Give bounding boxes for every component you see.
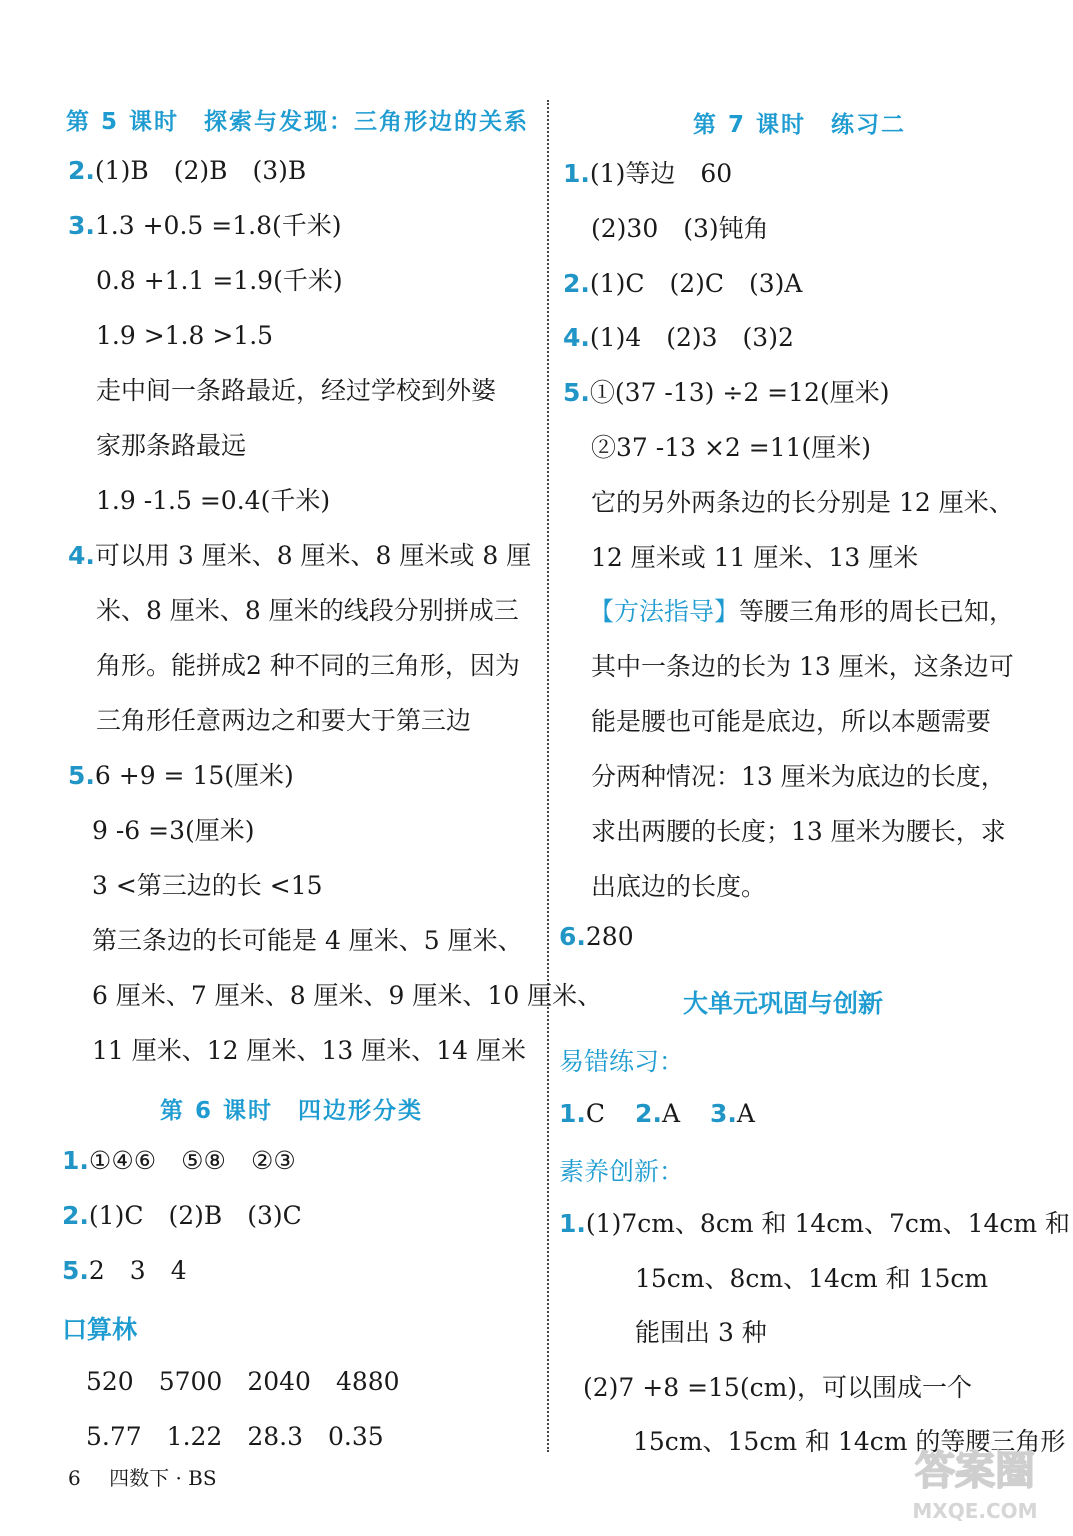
- page-footer: [68, 1462, 239, 1491]
- yicuo-answers: [559, 1098, 755, 1130]
- calc-row-1: 520 5700 2040 4880: [86, 1367, 400, 1396]
- l5-q2: [68, 155, 306, 187]
- lesson-6-heading: 第 6 课时 四边形分类: [160, 1098, 424, 1124]
- question-number: 2.: [62, 1201, 89, 1230]
- l5-q4-line3: 角形。能拼成2 种不同的三角形，因为: [96, 651, 520, 680]
- l7-q1-line2: (2)30 (3)钝角: [591, 214, 769, 243]
- answer-text: ①(37 -13) ÷2 =12(厘米): [589, 378, 890, 407]
- answer-text: (1)4 (2)3 (3)2: [589, 323, 794, 352]
- l5-q5-line5: 6 厘米、7 厘米、8 厘米、9 厘米、10 厘米、: [92, 981, 603, 1010]
- column-divider: [547, 100, 549, 1452]
- lesson-7-heading: 第 7 课时 练习二: [693, 112, 907, 138]
- answer-text: A: [661, 1099, 681, 1128]
- question-number: 3.: [710, 1099, 737, 1128]
- answer-text: A: [736, 1099, 755, 1128]
- method-guide-line1: [589, 596, 1014, 628]
- answer-text: 1.3 +0.5 =1.8(千米): [94, 211, 342, 240]
- method-guide-text: 等腰三角形的周长已知，: [739, 597, 1015, 626]
- method-guide-label: 【方法指导】: [589, 597, 740, 626]
- answer-text: 280: [585, 922, 634, 951]
- l5-q4-line4: 三角形任意两边之和要大于第三边: [96, 706, 472, 735]
- question-number: 2.: [635, 1099, 662, 1128]
- method-guide-line4: 分两种情况：13 厘米为底边的长度，: [591, 762, 1006, 791]
- page-number: 6: [68, 1466, 81, 1490]
- question-number: 1.: [559, 1099, 586, 1128]
- answer-text: ①④⑥ ⑤⑧ ②③: [88, 1146, 296, 1175]
- l5-q4-line2: 米、8 厘米、8 厘米的线段分别拼成三: [96, 596, 519, 625]
- question-number: 1.: [559, 1209, 586, 1238]
- l7-q5-line1: [563, 377, 889, 409]
- question-number: 2.: [563, 269, 590, 298]
- l5-q5-line3: 3 <第三边的长 <15: [92, 871, 323, 900]
- l7-q5-line4: 12 厘米或 11 厘米、13 厘米: [591, 543, 919, 572]
- calc-row-2: 5.77 1.22 28.3 0.35: [86, 1422, 384, 1451]
- watermark-text: 答案圈: [915, 1448, 1035, 1494]
- suyang-q1-line1: [559, 1208, 1070, 1240]
- l5-q4-line1: [68, 540, 531, 572]
- l7-q5-line3: 它的另外两条边的长分别是 12 厘米、: [591, 488, 1014, 517]
- answer-text: (1)等边 60: [589, 159, 733, 188]
- method-guide-line2: 其中一条边的长为 13 厘米，这条边可: [591, 652, 1014, 681]
- answer-text: (1)B (2)B (3)B: [94, 156, 307, 185]
- suyang-heading: 素养创新：: [559, 1157, 685, 1186]
- l6-q1: [62, 1145, 296, 1177]
- l5-q5-line1: [68, 760, 294, 792]
- question-number: 4.: [68, 541, 95, 570]
- method-guide-line5: 求出两腰的长度；13 厘米为腰长，求: [591, 817, 1006, 846]
- l7-q4: [563, 322, 794, 354]
- l5-q3-line6: 1.9 -1.5 =0.4(千米): [96, 486, 331, 515]
- l6-q2: [62, 1200, 302, 1232]
- question-number: 6.: [559, 922, 586, 951]
- question-number: 5.: [62, 1256, 89, 1285]
- question-number: 5.: [68, 761, 95, 790]
- l5-q3-line4: 走中间一条路最近，经过学校到外婆: [96, 376, 497, 405]
- l6-q5: [62, 1255, 187, 1287]
- answer-text: (1)C (2)B (3)C: [88, 1201, 302, 1230]
- question-number: 1.: [62, 1146, 89, 1175]
- l5-q3-line5: 家那条路最远: [96, 431, 247, 460]
- question-number: 4.: [563, 323, 590, 352]
- l7-q6: [559, 921, 634, 953]
- question-number: 5.: [563, 378, 590, 407]
- l7-q1-line1: [563, 158, 732, 190]
- question-number: 3.: [68, 211, 95, 240]
- question-number: 1.: [563, 159, 590, 188]
- yicuo-heading: 易错练习：: [559, 1047, 685, 1076]
- answer-text: (1)C (2)C (3)A: [589, 269, 803, 298]
- answer-text: 2 3 4: [88, 1256, 187, 1285]
- suyang-q1-line2: 15cm、8cm、14cm 和 15cm: [635, 1264, 989, 1293]
- lesson-5-heading: 第 5 课时 探索与发现：三角形边的关系: [66, 109, 530, 135]
- book-label: 四数下 · BS: [109, 1466, 217, 1490]
- watermark-url: MXQE.COM: [912, 1499, 1038, 1523]
- l5-q3-line3: 1.9 >1.8 >1.5: [96, 321, 274, 350]
- answer-text: 可以用 3 厘米、8 厘米、8 厘米或 8 厘: [94, 541, 532, 570]
- l7-q2: [563, 268, 802, 300]
- l5-q3-line1: [68, 210, 341, 242]
- l5-q3-line2: 0.8 +1.1 =1.9(千米): [96, 266, 343, 295]
- watermark-logo: [895, 1440, 1055, 1528]
- answer-text: 6 +9 = 15(厘米): [94, 761, 294, 790]
- kousuan-heading: 口算林: [62, 1315, 138, 1344]
- answer-text: (1)7cm、8cm 和 14cm、7cm、14cm 和: [585, 1209, 1071, 1238]
- l7-q5-line2: ②37 -13 ×2 =11(厘米): [591, 433, 872, 462]
- unit-title: 大单元巩固与创新: [683, 989, 884, 1018]
- method-guide-line3: 能是腰也可能是底边，所以本题需要: [591, 707, 992, 736]
- question-number: 2.: [68, 156, 95, 185]
- l5-q5-line6: 11 厘米、12 厘米、13 厘米、14 厘米: [92, 1036, 527, 1065]
- l5-q5-line4: 第三条边的长可能是 4 厘米、5 厘米、: [92, 926, 523, 955]
- l5-q5-line2: 9 -6 =3(厘米): [92, 816, 255, 845]
- method-guide-line6: 出底边的长度。: [591, 872, 767, 901]
- suyang-q1-line5: 15cm、15cm 和 14cm 的等腰三角形: [633, 1427, 1066, 1456]
- suyang-q1-line4: (2)7 +8 =15(cm)，可以围成一个: [583, 1373, 973, 1402]
- answer-text: C: [585, 1099, 606, 1128]
- suyang-q1-line3: 能围出 3 种: [635, 1318, 767, 1347]
